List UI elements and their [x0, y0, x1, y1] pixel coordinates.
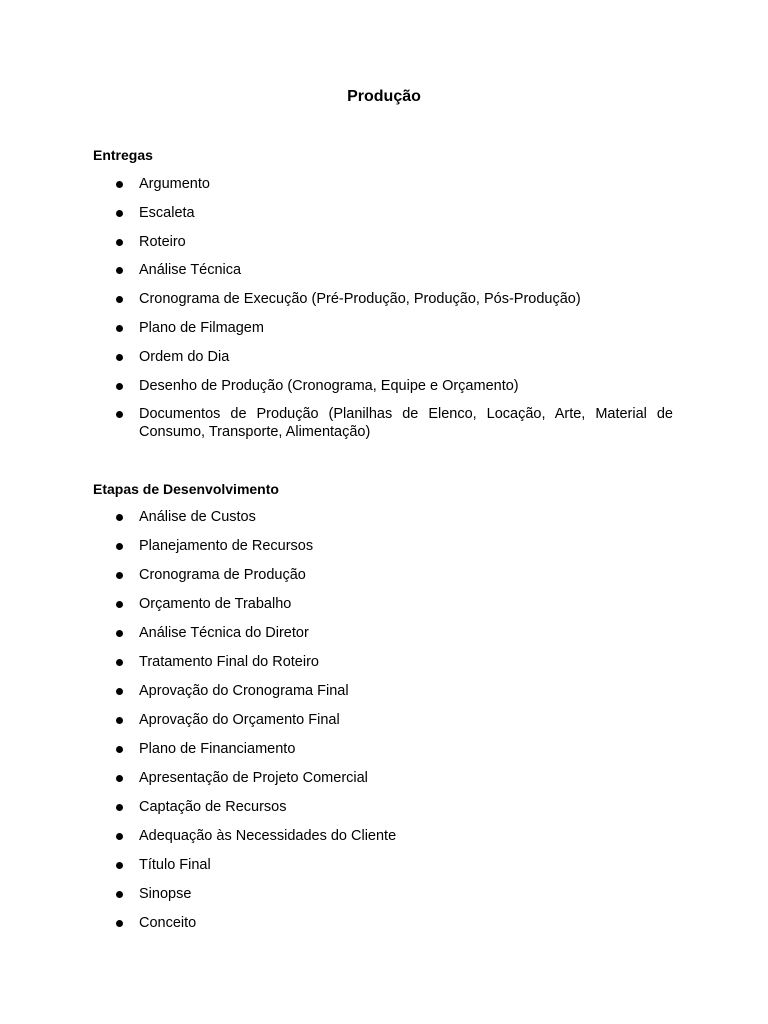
list-item — [0, 827, 768, 845]
bullet-icon — [116, 775, 123, 782]
list-item-text: Aprovação do Cronograma Final — [139, 683, 349, 699]
bullet-icon — [116, 659, 123, 666]
list-item — [0, 377, 768, 395]
list-item — [0, 856, 768, 874]
entregas-list — [0, 175, 768, 452]
list-item-text: Tratamento Final do Roteiro — [139, 654, 319, 670]
bullet-icon — [116, 717, 123, 724]
list-item — [0, 653, 768, 671]
list-item — [0, 885, 768, 903]
list-item — [0, 740, 768, 758]
list-item — [0, 566, 768, 584]
list-item-text: Cronograma de Execução (Pré-Produção, Produção, Pós-Produção) — [139, 291, 581, 308]
bullet-icon — [116, 543, 123, 550]
list-item-text: Análise Técnica do Diretor — [139, 625, 309, 641]
bullet-icon — [116, 804, 123, 811]
list-item-text: Desenho de Produção (Cronograma, Equipe e Orçamento) — [139, 377, 519, 394]
section-heading-etapas-de-desenvolvimento: Etapas de Desenvolvimento — [93, 481, 279, 497]
list-item-text: Documentos de Produção (Planilhas de Elenco, Locação, Arte, Material de Consumo, Transporte, Alimentação) — [139, 406, 673, 441]
bullet-icon — [116, 296, 123, 303]
bullet-icon — [116, 891, 123, 898]
list-item-text: Orçamento de Trabalho — [139, 596, 292, 612]
list-item — [0, 769, 768, 787]
bullet-icon — [116, 411, 123, 418]
list-item — [0, 537, 768, 555]
list-item-text: Plano de Filmagem — [139, 319, 264, 336]
list-item — [0, 204, 768, 222]
list-item — [0, 290, 768, 308]
list-item — [0, 405, 768, 441]
list-item — [0, 914, 768, 932]
list-item — [0, 175, 768, 193]
bullet-icon — [116, 601, 123, 608]
list-item — [0, 348, 768, 366]
list-item — [0, 319, 768, 337]
list-item-text: Conceito — [139, 915, 197, 931]
list-item-text: Título Final — [139, 857, 211, 873]
list-item — [0, 711, 768, 729]
list-item — [0, 798, 768, 816]
list-item — [0, 682, 768, 700]
bullet-icon — [116, 383, 123, 390]
list-item — [0, 261, 768, 279]
list-item-text: Ordem do Dia — [139, 348, 230, 365]
list-item-text: Sinopse — [139, 886, 192, 902]
etapas-list — [0, 508, 768, 943]
list-item-text: Captação de Recursos — [139, 799, 287, 815]
bullet-icon — [116, 746, 123, 753]
bullet-icon — [116, 267, 123, 274]
list-item — [0, 508, 768, 526]
bullet-icon — [116, 181, 123, 188]
list-item-text: Planejamento de Recursos — [139, 538, 314, 554]
bullet-icon — [116, 833, 123, 840]
list-item-text: Roteiro — [139, 233, 186, 250]
bullet-icon — [116, 325, 123, 332]
bullet-icon — [116, 572, 123, 579]
bullet-icon — [116, 239, 123, 246]
list-item — [0, 595, 768, 613]
list-item-text: Adequação às Necessidades do Cliente — [139, 828, 397, 844]
page-title: Produção — [347, 88, 421, 105]
bullet-icon — [116, 514, 123, 521]
list-item-text: Plano de Financiamento — [139, 741, 296, 757]
list-item-text: Análise de Custos — [139, 509, 256, 525]
list-item — [0, 624, 768, 642]
list-item-text: Escaleta — [139, 204, 195, 221]
bullet-icon — [116, 920, 123, 927]
bullet-icon — [116, 210, 123, 217]
list-item-text: Cronograma de Produção — [139, 567, 306, 583]
bullet-icon — [116, 862, 123, 869]
list-item-text: Aprovação do Orçamento Final — [139, 712, 340, 728]
section-heading-entregas: Entregas — [93, 147, 153, 163]
list-item-text: Análise Técnica — [139, 262, 242, 279]
bullet-icon — [116, 630, 123, 637]
list-item-text: Argumento — [139, 176, 210, 192]
list-item — [0, 233, 768, 251]
bullet-icon — [116, 688, 123, 695]
bullet-icon — [116, 354, 123, 361]
list-item-text: Apresentação de Projeto Comercial — [139, 770, 368, 786]
